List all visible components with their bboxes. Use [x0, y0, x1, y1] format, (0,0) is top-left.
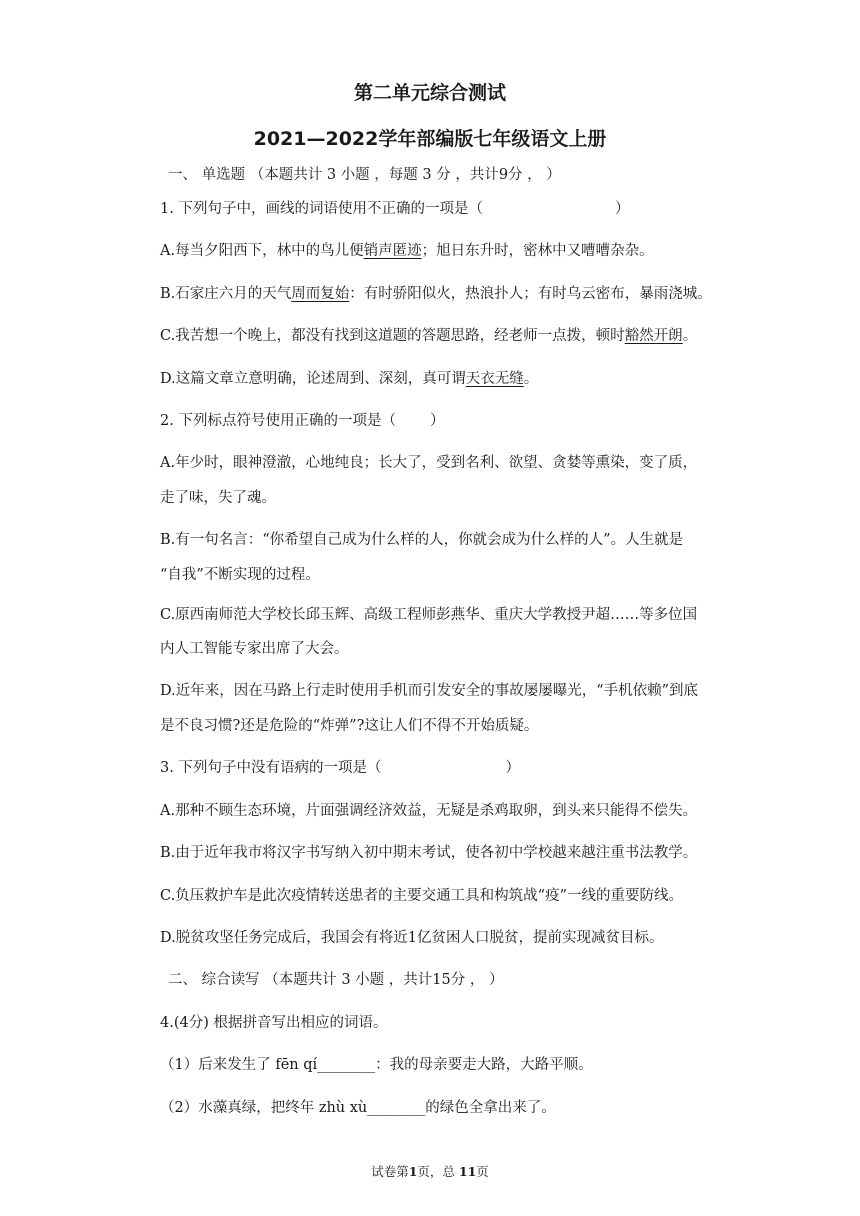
- question-2-option-d-line-2: 是不良习惯?还是危险的“炸弹”?这让人们不得不开始质疑。: [160, 718, 539, 734]
- question-1-option-b: B.石家庄六月的天气周而复始：有时骄阳似火，热浪扑人；有时乌云密布，暴雨浇城。: [160, 286, 712, 302]
- underlined-term: 天衣无缝: [465, 371, 524, 387]
- question-4-item-1: （1）后来发生了 fēn qí________：我的母亲要走大路，大路平顺。: [160, 1057, 593, 1073]
- section-2-header: 二、 综合读写 （本题共计 3 小题 ，共计15分 ， ）: [168, 972, 504, 988]
- question-2-option-b-line-1: B.有一句名言：“你希望自己成为什么样的人，你就会成为什么样的人”。人生就是: [160, 532, 684, 548]
- question-text: 3. 下列句子中没有语病的一项是（: [160, 760, 382, 776]
- question-2-option-b-line-2: “自我”不断实现的过程。: [160, 567, 320, 583]
- question-2-option-c-line-2: 内人工智能专家出席了大会。: [160, 641, 349, 657]
- question-text: 2. 下列标点符号使用正确的一项是（: [160, 413, 396, 429]
- question-1-option-a: A.每当夕阳西下，林中的鸟儿便销声匿迹；旭日东升时，密林中又嘈嘈杂杂。: [160, 243, 654, 259]
- question-1-option-c: C.我苦想一个晚上，都没有找到这道题的答题思路，经老师一点拨，顿时豁然开朗。: [160, 328, 698, 344]
- page-total: 11: [458, 1164, 477, 1179]
- question-3-option-d: D.脱贫攻坚任务完成后，我国会有将近1亿贫困人口脱贫，提前实现减贫目标。: [160, 930, 664, 946]
- question-3-option-a: A.那种不顾生态环境，片面强调经济效益，无疑是杀鸡取卵，到头来只能得不偿失。: [160, 803, 698, 819]
- question-3-stem: 3. 下列句子中没有语病的一项是（ ）: [160, 760, 520, 776]
- question-3-option-b: B.由于近年我市将汉字书写纳入初中期末考试，使各初中学校越来越注重书法教学。: [160, 845, 698, 861]
- question-4-stem: 4.(4分) 根据拼音写出相应的词语。: [160, 1015, 388, 1031]
- question-4-item-2: （2）水藻真绿，把终年 zhù xù________的绿色全拿出来了。: [160, 1100, 556, 1116]
- question-2-option-d-line-1: D.近年来，因在马路上行走时使用手机而引发安全的事故屡屡曝光，“手机依赖”到底: [160, 683, 699, 699]
- question-2-option-a-line-1: A.年少时，眼神澄澈，心地纯良；长大了，受到名利、欲望、贪婪等熏染，变了质，: [160, 455, 698, 471]
- underlined-term: 销声匿迹: [363, 243, 422, 259]
- page-subtitle: 2021—2022学年部编版七年级语文上册: [253, 128, 607, 150]
- question-1-option-d: D.这篇文章立意明确，论述周到、深刻，真可谓天衣无缝。: [160, 371, 539, 387]
- section-1-header: 一、 单选题 （本题共计 3 小题 ，每题 3 分 ，共计9分 ， ）: [168, 167, 561, 183]
- question-2-option-a-line-2: 走了味，失了魂。: [160, 490, 276, 506]
- page-footer: 试卷第1页，总 11页: [371, 1164, 489, 1179]
- question-2-stem: 2. 下列标点符号使用正确的一项是（ ）: [160, 413, 445, 429]
- underlined-term: 周而复始: [291, 286, 350, 302]
- question-3-option-c: C.负压救护车是此次疫情转送患者的主要交通工具和构筑战“疫”一线的重要防线。: [160, 888, 684, 904]
- page-title: 第二单元综合测试: [353, 82, 506, 104]
- question-2-option-c-line-1: C.原西南师范大学校长邱玉辉、高级工程师彭燕华、重庆大学教授尹超……等多位国: [160, 607, 698, 623]
- question-1-stem: 1. 下列句子中，画线的词语使用不正确的一项是（ ）: [160, 201, 630, 217]
- question-text: 1. 下列句子中，画线的词语使用不正确的一项是（: [160, 201, 483, 217]
- underlined-term: 豁然开朗: [624, 328, 683, 344]
- page-number: 1: [408, 1164, 418, 1179]
